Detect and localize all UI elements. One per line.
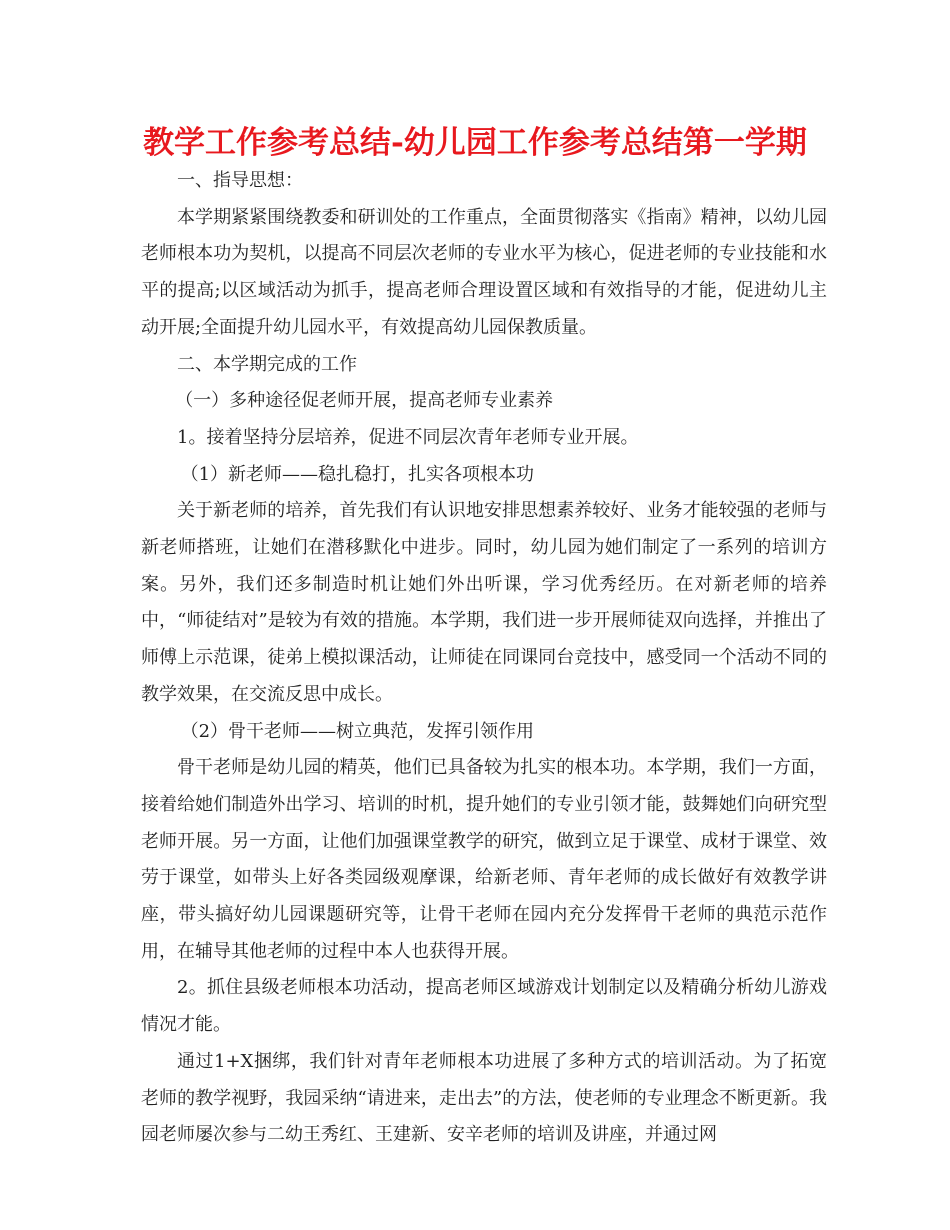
paragraph-new-teachers: 关于新老师的培养，首先我们有认识地安排思想素养较好、业务才能较强的老师与新老师搭班，让她们在潜移默化中进步。同时，幼儿园为她们制定了一系列的培训方案。另外，我们还多制造时机让她们外出听课，学习优秀经历。在对新老师的培养中，“师徒结对”是较为有效的措施。本学期，我们进一步开展师徒双向选择，并推出了师傅上示范课，徒弟上模拟课活动，让师徒在同课同台竞技中，感受同一个活动不同的教学效果，在交流反思中成长。 [141,500,827,705]
document-title: 教学工作参考总结-幼儿园工作参考总结第一学期 [143,125,807,161]
subsection-heading-teacher-development: （一）多种途径促老师开展，提高老师专业素养 [175,390,554,412]
section-heading-guiding-ideology: 一、指导思想： [177,170,303,191]
item-heading-layered-training: 1。接着坚持分层培养，促进不同层次青年老师专业开展。 [177,426,639,448]
document-body [141,163,827,1154]
item-heading-new-teachers: （1）新老师——稳扎稳打，扎实各项根本功 [180,463,535,485]
item-heading-backbone-teachers: （2）骨干老师——树立典范，发挥引领作用 [180,720,535,742]
paragraph-backbone-teachers: 骨干老师是幼儿园的精英，他们已具备较为扎实的根本功。本学期，我们一方面，接着给她们制造外出学习、培训的时机，提升她们的专业引领才能，鼓舞她们向研究型老师开展。另一方面，让他们加强课堂教学的研究，做到立足于课堂、成材于课堂、效劳于课堂，如带头上好各类园级观摩课，给新老师、青年老师的成长做好有效教学讲座，带头搞好幼儿园课题研究等，让骨干老师在园内充分发挥骨干老师的典范示范作用，在辅导其他老师的过程中本人也获得开展。 [141,757,827,962]
paragraph-training-activities: 通过1+X捆绑，我们针对青年老师根本功进展了多种方式的培训活动。为了拓宽老师的教学视野，我园采纳“请进来，走出去”的方法，使老师的专业理念不断更新。我园老师屡次参与二幼王秀红、王建新、安辛老师的培训及讲座，并通过网 [141,1050,827,1146]
item-heading-county-activity: 2。抓住县级老师根本功活动，提高老师区域游戏计划制定以及精确分析幼儿游戏情况才能。 [141,977,827,1036]
section-heading-completed-work: 二、本学期完成的工作 [177,353,357,375]
paragraph-guiding-ideology: 本学期紧紧围绕教委和研训处的工作重点，全面贯彻落实《指南》精神，以幼儿园老师根本功为契机，以提高不同层次老师的专业水平为核心，促进老师的专业技能和水平的提高;以区域活动为抓手，提高老师合理设置区域和有效指导的才能，促进幼儿主动开展;全面提升幼儿园水平，有效提高幼儿园保教质量。 [141,206,827,338]
